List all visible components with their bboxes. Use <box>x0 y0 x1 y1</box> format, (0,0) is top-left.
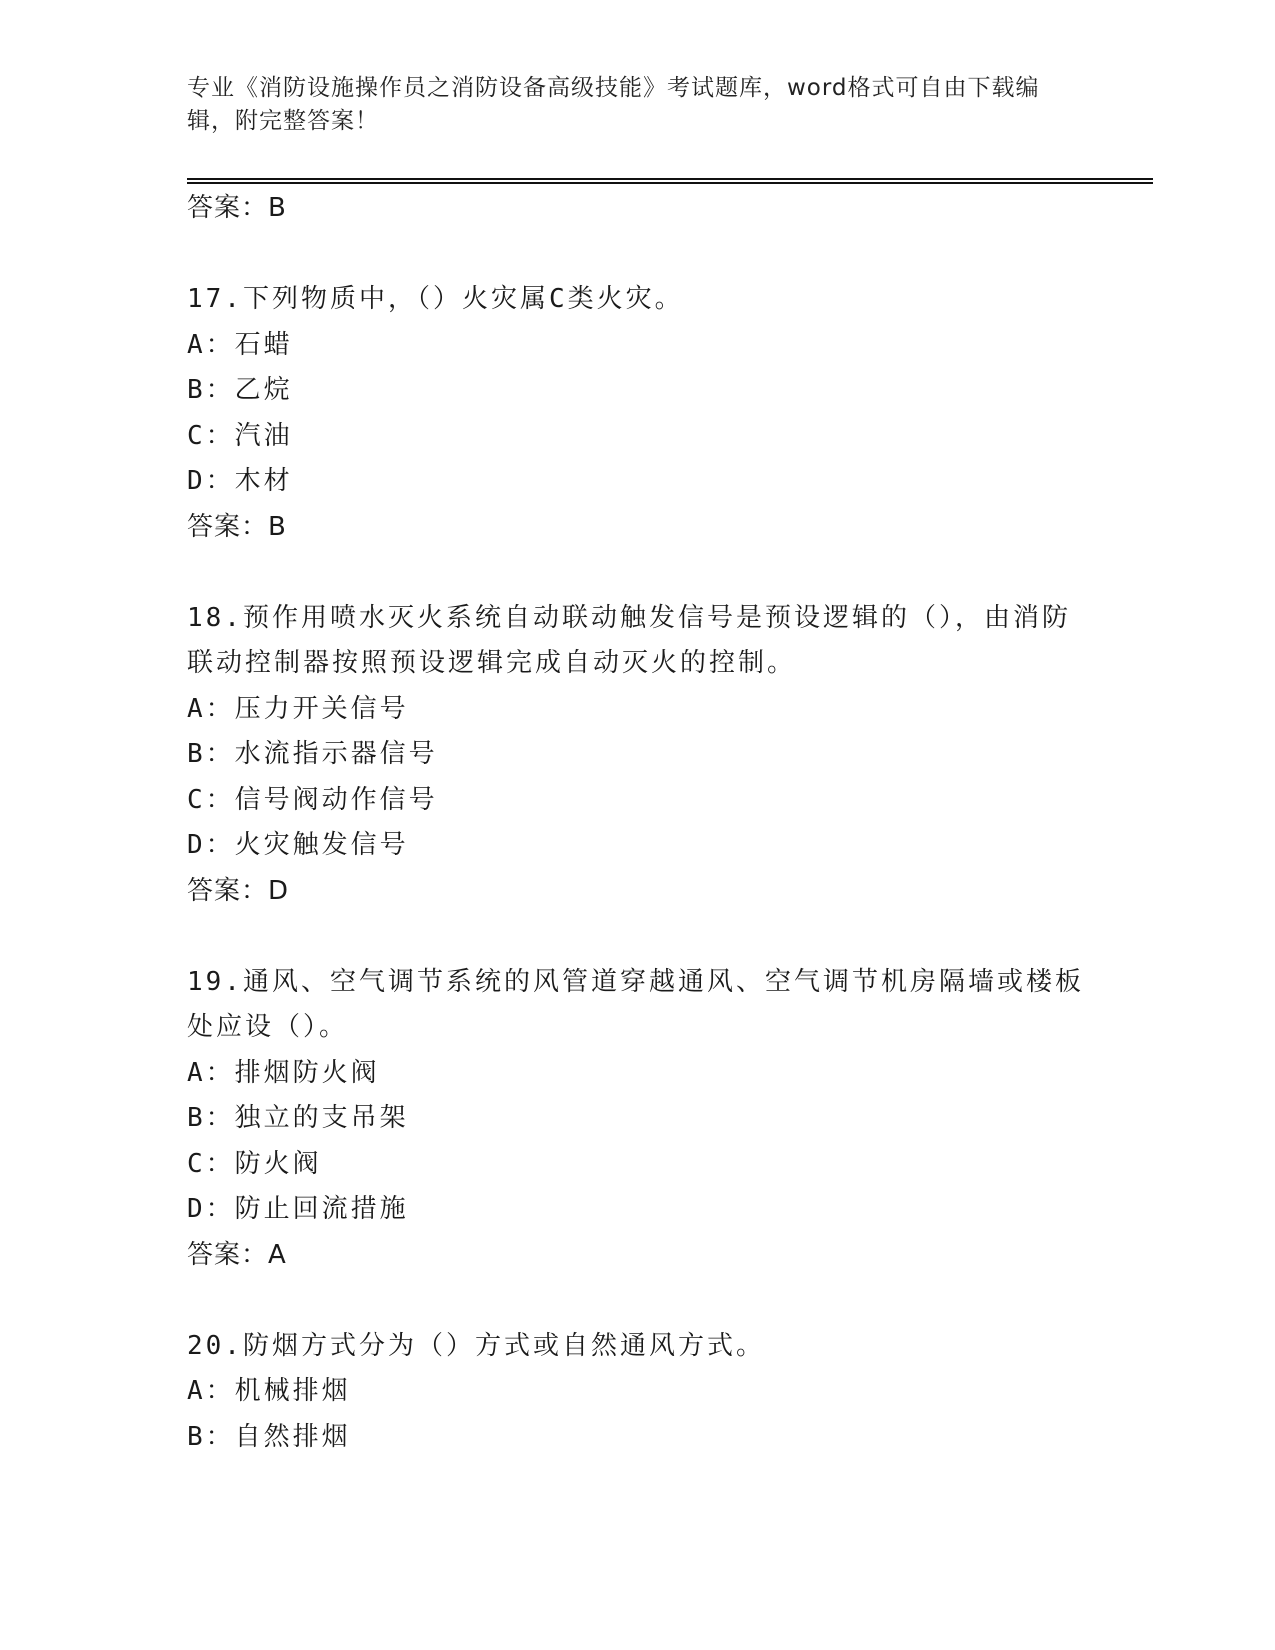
spacer <box>187 914 1087 960</box>
question-stem: 19.通风、空气调节系统的风管道穿越通风、空气调节机房隔墙或楼板 <box>187 966 1084 997</box>
option-c: C：汽油 <box>187 420 293 451</box>
answer-line: 答案：B <box>187 511 287 542</box>
question-stem-continued: 联动控制器按照预设逻辑完成自动灭火的控制。 <box>187 648 797 678</box>
option-c: C：防火阀 <box>187 1148 322 1179</box>
option-a: A：压力开关信号 <box>187 693 409 724</box>
answer-line: 答案：D <box>187 875 290 906</box>
header-line-2: 辑，附完整答案！ <box>187 108 379 134</box>
header-rule-top <box>187 178 1153 180</box>
answer-line: 答案：A <box>187 1239 287 1270</box>
option-b: B：水流指示器信号 <box>187 739 438 769</box>
question-stem: 17.下列物质中，（）火灾属C类火灾。 <box>187 284 684 314</box>
question-stem-continued: 处应设（）。 <box>187 1012 349 1042</box>
question-stem: 18.预作用喷水灭火系统自动联动触发信号是预设逻辑的（），由消防 <box>187 602 1071 633</box>
option-a: A：石蜡 <box>187 329 293 360</box>
question-stem: 20.防烟方式分为（）方式或自然通风方式。 <box>187 1330 765 1361</box>
previous-answer: 答案：B <box>187 193 287 223</box>
option-a: A：机械排烟 <box>187 1376 351 1406</box>
option-d: D：火灾触发信号 <box>187 830 409 860</box>
option-a: A：排烟防火阀 <box>187 1057 380 1088</box>
question-18 <box>187 596 1087 915</box>
option-b: B：自然排烟 <box>187 1421 351 1452</box>
spacer <box>187 232 1087 278</box>
question-19 <box>187 960 1087 1279</box>
spacer <box>187 550 1087 596</box>
question-20 <box>187 1324 1087 1461</box>
option-d: D：防止回流措施 <box>187 1194 409 1224</box>
header-line-1: 专业《消防设施操作员之消防设备高级技能》考试题库，word格式可自由下载编 <box>187 75 1040 101</box>
option-c: C：信号阀动作信号 <box>187 784 438 815</box>
option-d: D：木材 <box>187 466 293 496</box>
option-b: B：独立的支吊架 <box>187 1103 409 1133</box>
spacer <box>187 1278 1087 1324</box>
option-b: B：乙烷 <box>187 375 293 405</box>
question-list <box>187 186 1087 1460</box>
header-rule-bottom <box>187 182 1153 184</box>
document-header <box>187 72 1067 138</box>
question-17 <box>187 277 1087 550</box>
